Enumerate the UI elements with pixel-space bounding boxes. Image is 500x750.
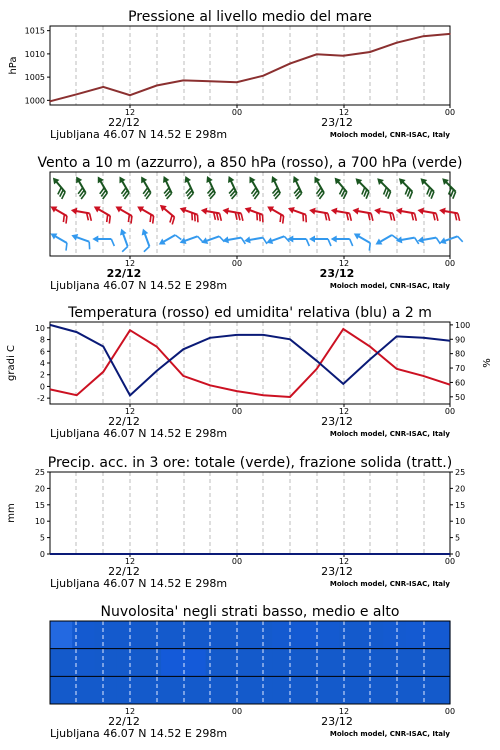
cloud-cell-basso: [94, 676, 117, 704]
panel-1-model-credit: Moloch model, CNR-ISAC, Italy: [329, 131, 450, 139]
panel-5-x-tick-label: 00: [444, 707, 456, 716]
panel-3-y-right-tick-label: 90: [455, 335, 466, 345]
panel-3-y-right-tick-label: 100: [455, 320, 471, 330]
panel-2-date-label: 23/12: [319, 267, 355, 280]
wind-barb-head: [222, 207, 229, 215]
wind-barb-700hPa: [157, 175, 176, 199]
wind-barb-feather: [458, 235, 463, 243]
wind-barb-850hPa: [221, 207, 244, 221]
cloud-cell-alto: [139, 621, 162, 649]
pressure-point: [103, 86, 105, 88]
panel-2-model-credit: Moloch model, CNR-ISAC, Italy: [329, 282, 450, 290]
cloud-cell-basso: [50, 676, 73, 704]
wind-barb-feather: [198, 235, 203, 243]
wind-barb-10m: [350, 230, 374, 250]
cloud-cell-medio: [383, 649, 406, 677]
panel-4-location: Ljubljana 46.07 N 14.52 E 298m: [50, 577, 228, 590]
wind-barb-850hPa: [395, 207, 418, 221]
wind-barb-head: [265, 203, 274, 212]
cloud-cell-basso: [406, 676, 429, 704]
panel-3-ylabel-right: %: [482, 358, 493, 368]
wind-barb-700hPa: [179, 175, 198, 199]
panel-4-title: Precip. acc. in 3 ore: totale (verde), frazione solida (tratt.): [47, 455, 453, 471]
cloud-cell-alto: [50, 621, 73, 649]
panel-3-y-tick-label: 8: [39, 335, 45, 345]
cloud-cell-medio: [117, 649, 140, 677]
panel-5-location: Ljubljana 46.07 N 14.52 E 298m: [50, 727, 228, 740]
cloud-cell-alto: [294, 621, 317, 649]
wind-barb-head: [225, 175, 234, 183]
panel-5-date-label: 23/12: [321, 715, 353, 728]
cloud-cell-medio: [361, 649, 384, 677]
panel-1-location: Ljubljana 46.07 N 14.52 E 298m: [50, 128, 228, 141]
wind-barb-10m: [115, 227, 132, 251]
panel-2-x-tick-label: 00: [231, 259, 243, 268]
cloud-cell-medio: [161, 649, 184, 677]
wind-barb-head: [374, 207, 381, 215]
cloud-cell-alto: [428, 621, 451, 649]
wind-barb-head: [290, 175, 299, 183]
wind-barb-10m: [395, 234, 418, 248]
panel-3-title: Temperatura (rosso) ed umidita' relativa (blu) a 2 m: [68, 305, 432, 321]
wind-barb-850hPa: [330, 207, 353, 221]
wind-barb-700hPa: [222, 175, 241, 199]
cloud-cell-alto: [206, 621, 229, 649]
panel-3-y-tick-label: 6: [39, 347, 45, 357]
wind-barb-feather: [219, 235, 224, 243]
panel-3-location: Ljubljana 46.07 N 14.52 E 298m: [50, 427, 228, 440]
wind-barb-head: [243, 205, 251, 214]
pressure-point: [289, 63, 291, 65]
wind-barb-head: [73, 175, 82, 184]
cloud-cell-basso: [117, 676, 140, 704]
panel-4-frame: [50, 472, 450, 554]
humidity-line: [50, 325, 450, 396]
cloud-cell-basso: [428, 676, 451, 704]
wind-barb-700hPa: [92, 175, 112, 199]
wind-barb-850hPa: [134, 203, 158, 223]
wind-barb-feather: [350, 239, 353, 246]
panel-4-y-tick-label: 0: [39, 550, 45, 559]
wind-barb-850hPa: [112, 203, 136, 223]
panel-3-y-tick-label: 0: [39, 382, 45, 392]
panel-4-y-tick-label: 10: [34, 517, 45, 527]
wind-barb-head: [135, 203, 144, 212]
wind-barb-head: [417, 207, 424, 215]
cloud-cell-alto: [183, 621, 206, 649]
wind-barb-head: [138, 175, 147, 184]
pressure-line: [50, 34, 450, 101]
panel-1-date-label: 23/12: [321, 116, 353, 129]
wind-barb-700hPa: [70, 175, 90, 199]
wind-barb-feather: [175, 234, 181, 242]
wind-barb-700hPa: [48, 175, 70, 199]
pressure-point: [263, 75, 265, 77]
wind-barb-head: [92, 203, 101, 212]
panel-4-y-tick-label: 25: [34, 468, 45, 477]
panel-4-model-credit: Moloch model, CNR-ISAC, Italy: [329, 580, 450, 588]
panel-5-title: Nuvolosita' negli strati basso, medio e alto: [100, 604, 400, 620]
wind-barb-10m: [244, 234, 267, 248]
wind-barb-10m: [178, 232, 202, 249]
cloud-cell-medio: [139, 649, 162, 677]
wind-barb-850hPa: [200, 207, 223, 221]
wind-barb-850hPa: [47, 203, 71, 223]
wind-barb-10m: [309, 236, 331, 247]
panel-1-title: Pressione al livello medio del mare: [128, 9, 372, 25]
cloud-cell-basso: [383, 676, 406, 704]
wind-barb-head: [160, 175, 169, 183]
wind-barb-head: [374, 238, 383, 247]
wind-barb-700hPa: [372, 176, 395, 199]
cloud-cell-medio: [317, 649, 340, 677]
cloud-cell-medio: [339, 649, 362, 677]
cloud-cell-alto: [161, 621, 184, 649]
cloud-cell-medio: [250, 649, 273, 677]
panel-3-x-tick-label: 12: [124, 407, 136, 416]
pressure-point: [343, 55, 345, 57]
wind-barb-feather: [111, 239, 114, 246]
wind-barb-feather: [87, 242, 92, 250]
wind-barb-head: [114, 203, 123, 212]
panel-1-x-tick-label: 12: [124, 108, 136, 117]
wind-barb-850hPa: [416, 207, 439, 221]
wind-barb-850hPa: [286, 205, 310, 222]
wind-barb-10m: [157, 230, 181, 250]
wind-barb-10m: [417, 234, 440, 248]
panel-2-x-tick-label: 12: [124, 259, 136, 268]
wind-barb-10m: [374, 230, 398, 250]
panel-4-y-right-tick-label: 20: [455, 484, 466, 494]
cloud-cell-basso: [339, 676, 362, 704]
wind-barb-head: [116, 175, 125, 184]
panel-1-y-tick-label: 1010: [24, 49, 45, 59]
wind-barb-850hPa: [373, 207, 396, 221]
cloud-cell-medio: [294, 649, 317, 677]
cloud-cell-basso: [294, 676, 317, 704]
panel-1-ylabel: hPa: [8, 56, 19, 75]
panel-1-frame: [50, 26, 450, 105]
pressure-point: [449, 33, 451, 35]
wind-barb-10m: [438, 232, 462, 249]
wind-barb-700hPa: [329, 175, 351, 199]
panel-3-y-tick-label: 10: [34, 323, 45, 333]
panel-3-x-tick-label: 00: [444, 407, 456, 416]
wind-barb-10m: [69, 232, 93, 249]
panel-3-y-right-tick-label: 60: [455, 378, 466, 388]
panel-4-y-right-tick-label: 25: [455, 468, 466, 477]
wind-barb-700hPa: [308, 175, 328, 199]
cloud-cell-basso: [317, 676, 340, 704]
wind-barb-head: [70, 232, 78, 241]
wind-barb-head: [178, 205, 186, 214]
wind-barb-10m: [136, 227, 153, 251]
panel-4-y-right-tick-label: 0: [455, 550, 461, 559]
pressure-point: [49, 100, 51, 102]
wind-barb-feather: [436, 237, 440, 244]
panel-4-x-tick-label: 12: [124, 557, 136, 566]
pressure-point: [183, 80, 185, 82]
cloud-cell-medio: [94, 649, 117, 677]
panel-4-x-tick-label: 00: [444, 557, 456, 566]
pressure-point: [209, 81, 211, 83]
pressure-point: [156, 85, 158, 87]
wind-barb-feather: [121, 247, 129, 252]
panel-3-y-right-tick-label: 80: [455, 349, 466, 359]
panel-4-y-right-tick-label: 15: [455, 500, 466, 510]
panel-2-x-tick-label: 12: [338, 259, 350, 268]
panel-1-y-tick-label: 1005: [24, 73, 45, 83]
cloud-cell-alto: [250, 621, 273, 649]
wind-barb-850hPa: [351, 207, 374, 221]
wind-barb-head: [200, 237, 208, 246]
pressure-point: [396, 42, 398, 44]
cloud-cell-alto: [117, 621, 140, 649]
wind-barb-10m: [287, 236, 309, 247]
panel-1-y-tick-label: 1015: [24, 26, 45, 36]
cloud-cell-alto: [339, 621, 362, 649]
wind-barb-10m: [47, 230, 71, 250]
wind-barb-850hPa: [264, 203, 288, 223]
panel-1-x-tick-label: 00: [444, 108, 456, 117]
panel-2-date-label: 22/12: [106, 267, 142, 280]
wind-barb-850hPa: [177, 205, 201, 222]
panel-3-ylabel: gradi C: [6, 345, 17, 381]
panel-2-location: Ljubljana 46.07 N 14.52 E 298m: [50, 279, 228, 292]
panel-4-y-tick-label: 20: [34, 484, 45, 494]
panel-3-date-label: 23/12: [321, 415, 353, 428]
wind-barb-850hPa: [90, 203, 114, 223]
panel-3-y-right-tick-label: 70: [455, 364, 466, 374]
cloud-cell-medio: [183, 649, 206, 677]
wind-barb-850hPa: [70, 207, 93, 221]
pressure-point: [369, 51, 371, 53]
cloud-cell-basso: [250, 676, 273, 704]
cloud-cell-medio: [228, 649, 251, 677]
cloud-cell-basso: [361, 676, 384, 704]
wind-barb-head: [309, 236, 315, 243]
panel-4-x-tick-label: 00: [231, 557, 243, 566]
wind-barb-feather: [328, 239, 331, 246]
wind-barb-head: [204, 175, 213, 183]
wind-barb-head: [439, 207, 446, 215]
wind-barb-feather: [143, 247, 151, 252]
cloud-cell-medio: [206, 649, 229, 677]
panel-1-y-tick-label: 1000: [24, 96, 45, 106]
cloud-cell-alto: [272, 621, 295, 649]
wind-barb-head: [140, 227, 149, 235]
panel-3-x-tick-label: 00: [231, 407, 243, 416]
wind-barb-feather: [367, 243, 373, 251]
wind-barb-head: [395, 207, 402, 215]
wind-barb-10m: [331, 236, 353, 247]
panel-1-x-tick-label: 00: [231, 108, 243, 117]
panel-3-y-tick-label: 2: [39, 370, 45, 380]
wind-barb-850hPa: [308, 207, 331, 221]
cloud-cell-alto: [406, 621, 429, 649]
wind-barb-head: [352, 230, 361, 239]
panel-5-x-tick-label: 12: [124, 707, 136, 716]
panel-5-x-tick-label: 00: [231, 707, 243, 716]
wind-barb-head: [309, 207, 316, 215]
cloud-cell-basso: [161, 676, 184, 704]
cloud-cell-medio: [50, 649, 73, 677]
cloud-cell-alto: [228, 621, 251, 649]
cloud-cell-medio: [272, 649, 295, 677]
wind-barb-700hPa: [113, 175, 133, 199]
panel-4-x-tick-label: 12: [338, 557, 350, 566]
wind-barb-700hPa: [135, 175, 155, 199]
cloud-cell-medio: [406, 649, 429, 677]
panel-3-y-tick-label: -2: [37, 394, 45, 404]
wind-barb-850hPa: [155, 202, 179, 224]
wind-barb-feather: [263, 237, 267, 244]
wind-barb-700hPa: [437, 176, 460, 199]
panel-4-y-right-tick-label: 5: [455, 533, 461, 543]
panel-1-x-tick-label: 12: [338, 108, 350, 117]
pressure-point: [129, 94, 131, 96]
panel-5-x-tick-label: 12: [338, 707, 350, 716]
wind-barb-head: [118, 227, 127, 235]
panel-4-y-tick-label: 15: [34, 500, 45, 510]
wind-barb-head: [331, 236, 337, 243]
panel-1-date-label: 22/12: [108, 116, 140, 129]
wind-barb-700hPa: [243, 175, 263, 199]
panel-4-date-label: 23/12: [321, 565, 353, 578]
wind-barb-700hPa: [266, 175, 285, 199]
panel-2-x-tick-label: 00: [444, 259, 456, 268]
cloud-cell-alto: [361, 621, 384, 649]
wind-barb-head: [157, 238, 166, 247]
panel-5-date-label: 22/12: [108, 715, 140, 728]
pressure-point: [236, 81, 238, 83]
wind-barb-head: [311, 175, 320, 184]
wind-barb-feather: [306, 239, 309, 246]
cloud-cell-medio: [428, 649, 451, 677]
panel-5-model-credit: Moloch model, CNR-ISAC, Italy: [329, 730, 450, 738]
cloud-cell-alto: [383, 621, 406, 649]
panel-4-ylabel: mm: [6, 503, 17, 523]
panel-3-y-tick-label: 4: [39, 359, 45, 368]
cloud-cell-basso: [183, 676, 206, 704]
panel-3-model-credit: Moloch model, CNR-ISAC, Italy: [329, 430, 450, 438]
cloud-cell-alto: [94, 621, 117, 649]
wind-barb-10m: [222, 234, 245, 248]
panel-2-title: Vento a 10 m (azzurro), a 850 hPa (rosso), a 700 hPa (verde): [37, 155, 463, 171]
pressure-point: [76, 94, 78, 96]
temperature-line: [50, 329, 450, 397]
wind-barb-head: [269, 175, 278, 183]
cloud-cell-basso: [139, 676, 162, 704]
wind-barb-head: [246, 175, 255, 184]
pressure-point: [423, 35, 425, 37]
wind-barb-10m: [265, 232, 289, 249]
wind-barb-700hPa: [416, 176, 439, 199]
wind-barb-feather: [63, 243, 69, 251]
wind-barb-head: [287, 205, 295, 214]
cloud-cell-alto: [317, 621, 340, 649]
panel-3-date-label: 22/12: [108, 415, 140, 428]
wind-barb-head: [95, 175, 104, 184]
wind-barb-head: [352, 207, 359, 215]
panel-3-x-tick-label: 12: [338, 407, 350, 416]
panel-3-y-right-tick-label: 50: [455, 392, 466, 402]
wind-barb-head: [92, 236, 98, 243]
panel-4-date-label: 22/12: [108, 565, 140, 578]
pressure-point: [316, 54, 318, 56]
cloud-cell-basso: [228, 676, 251, 704]
panel-4-y-tick-label: 5: [39, 533, 45, 543]
wind-barb-head: [330, 207, 337, 215]
wind-barb-10m: [200, 232, 224, 249]
panel-4-y-right-tick-label: 10: [455, 517, 466, 527]
cloud-cell-basso: [272, 676, 295, 704]
cloud-cell-basso: [206, 676, 229, 704]
wind-barb-head: [200, 207, 207, 215]
